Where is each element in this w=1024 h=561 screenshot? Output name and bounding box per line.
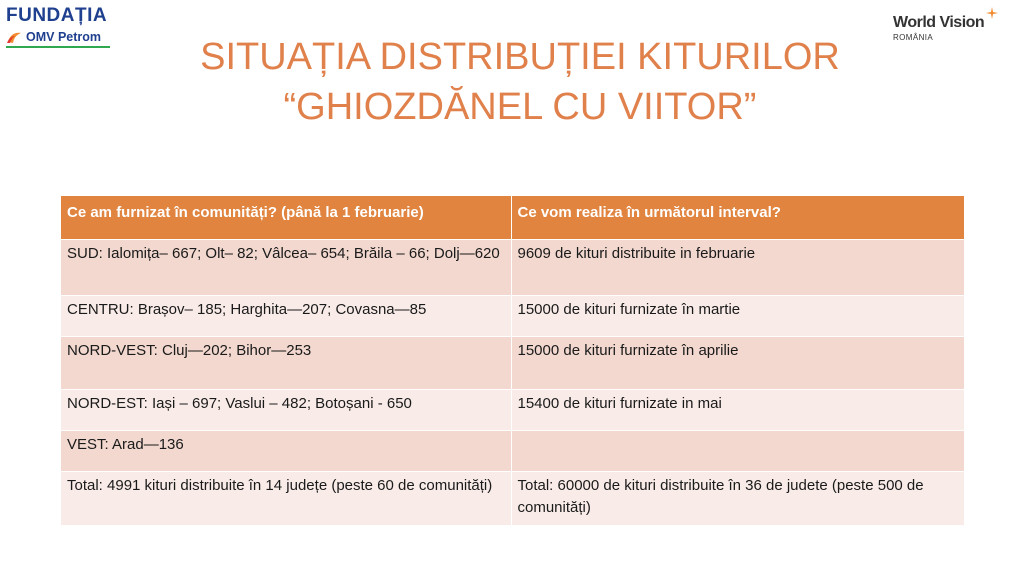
- cell-region-nord-est: NORD-EST: Iași – 697; Vaslui – 482; Botoșani - 650: [61, 389, 511, 430]
- logo-left-line2: OMV Petrom: [26, 30, 102, 44]
- logo-right-name-wrap: [893, 14, 984, 32]
- fundatia-omv-petrom-logo: [6, 6, 116, 48]
- table-row: [61, 239, 964, 295]
- table-row: [61, 336, 964, 389]
- cell-plan-mai: 15400 de kituri furnizate in mai: [511, 389, 964, 430]
- header-delivered: Ce am furnizat în comunități? (până la 1 februarie): [61, 196, 511, 239]
- cell-region-vest: VEST: Arad—136: [61, 430, 511, 471]
- logo-left-line1: FUNDAȚIA: [6, 5, 108, 26]
- page-title: [130, 32, 910, 132]
- cell-plan-aprilie: 15000 de kituri furnizate în aprilie: [511, 336, 964, 389]
- table-row: [61, 471, 964, 525]
- logo-underline: [6, 46, 110, 48]
- cell-plan-empty: [511, 430, 964, 471]
- logo-right-country: ROMÂNIA: [893, 33, 934, 42]
- table-row: [61, 430, 964, 471]
- cell-plan-februarie: 9609 de kituri distribuite in februarie: [511, 239, 964, 295]
- table-row: [61, 295, 964, 336]
- cell-total-planned: Total: 60000 de kituri distribuite în 36 de judete (peste 500 de comunități): [511, 471, 964, 525]
- cell-region-nord-vest: NORD-VEST: Cluj—202; Bihor—253: [61, 336, 511, 389]
- header-planned: Ce vom realiza în următorul interval?: [511, 196, 964, 239]
- cell-total-delivered: Total: 4991 kituri distribuite în 14 județe (peste 60 de comunități): [61, 471, 511, 525]
- omv-flame-icon: [6, 30, 22, 44]
- table-header-row: [61, 196, 964, 239]
- table-row: [61, 389, 964, 430]
- distribution-table: [61, 196, 965, 525]
- title-line2: “GHIOZDĂNEL CU VIITOR”: [283, 86, 757, 128]
- cell-region-centru: CENTRU: Brașov– 185; Harghita—207; Covasna—85: [61, 295, 511, 336]
- star-icon: [986, 7, 998, 19]
- cell-region-sud: SUD: Ialomița– 667; Olt– 82; Vâlcea– 654; Brăila – 66; Dolj—620: [61, 239, 511, 295]
- logo-left-bottom: [6, 30, 116, 44]
- world-vision-logo: [893, 14, 1018, 42]
- title-line1: SITUAȚIA DISTRIBUȚIEI KITURILOR: [200, 36, 840, 78]
- logo-right-name: World Vision: [893, 14, 985, 31]
- cell-plan-martie: 15000 de kituri furnizate în martie: [511, 295, 964, 336]
